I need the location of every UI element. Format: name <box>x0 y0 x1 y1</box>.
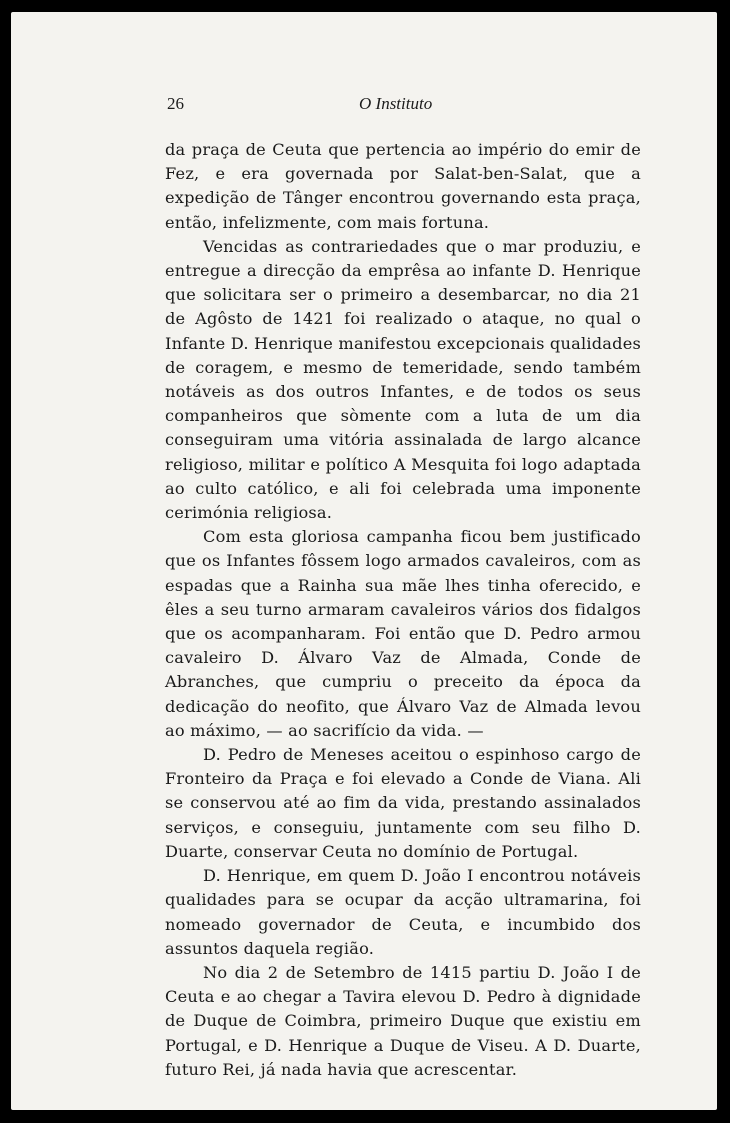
paragraph-6: No dia 2 de Setembro de 1415 partiu D. João I de Ceuta e ao chegar a Tavira elevou D. Pedro à dignidade de Duque de Coimbra, primeiro Duque que existiu em Portugal, e D. Henrique a Duque de Viseu. A D. Duarte, futuro Rei, já nada havia que acrescentar. <box>165 962 641 1079</box>
book-page <box>11 12 717 1110</box>
body-text <box>165 138 641 1082</box>
paragraph-4: D. Pedro de Meneses aceitou o espinhoso cargo de Fronteiro da Praça e foi elevado a Conde de Viana. Ali se conservou até ao fim da vida, prestando assinalados serviços, e conseguiu, juntamente com seu filho D. Duarte, conservar Ceuta no domínio de Portugal. <box>165 745 641 861</box>
running-title: O Instituto <box>359 94 433 113</box>
paragraph-5: D. Henrique, em quem D. João I encontrou notáveis qualidades para se ocupar da acção ultramarina, foi nomeado governador de Ceuta, e incumbido dos assuntos daquela região. <box>165 866 641 958</box>
paragraph-1: da praça de Ceuta que pertencia ao império do emir de Fez, e era governada por Salat-ben-Salat, que a expedição de Tânger encontrou governando esta praça, então, infelizmente, com mais fortuna. <box>165 140 641 232</box>
paragraph-3: Com esta gloriosa campanha ficou bem justificado que os Infantes fôssem logo armados cavaleiros, com as espadas que a Rainha sua mãe lhes tinha oferecido, e êles a seu turno armaram cavaleiros vários dos fidalgos que os acompanharam. Foi então que D. Pedro armou cavaleiro D. Álvaro Vaz de Almada, Conde de Abranches, que cumpriu o preceito da época da dedicação do neofito, que Álvaro Vaz de Almada levou ao máximo, — ao sacrifício da vida. — <box>165 527 641 740</box>
paragraph-2: Vencidas as contrariedades que o mar produziu, e entregue a direcção da emprêsa ao infante D. Henrique que solicitara ser o primeiro a desembarcar, no dia 21 de Agôsto de 1421 foi realizado o ataque, no qual o Infante D. Henrique manifestou excepcionais qualidades de coragem, e mesmo de temeridade, sendo também notáveis as dos outros Infantes, e de todos os seus companheiros que sòmente com a luta de um dia conseguiram uma vitória assinalada de largo alcance religioso, militar e político A Mesquita foi logo adaptada ao culto católico, e ali foi celebrada uma imponente cerimónia religiosa. <box>165 236 641 523</box>
page-number: 26 <box>167 94 184 113</box>
page-header <box>167 94 655 118</box>
